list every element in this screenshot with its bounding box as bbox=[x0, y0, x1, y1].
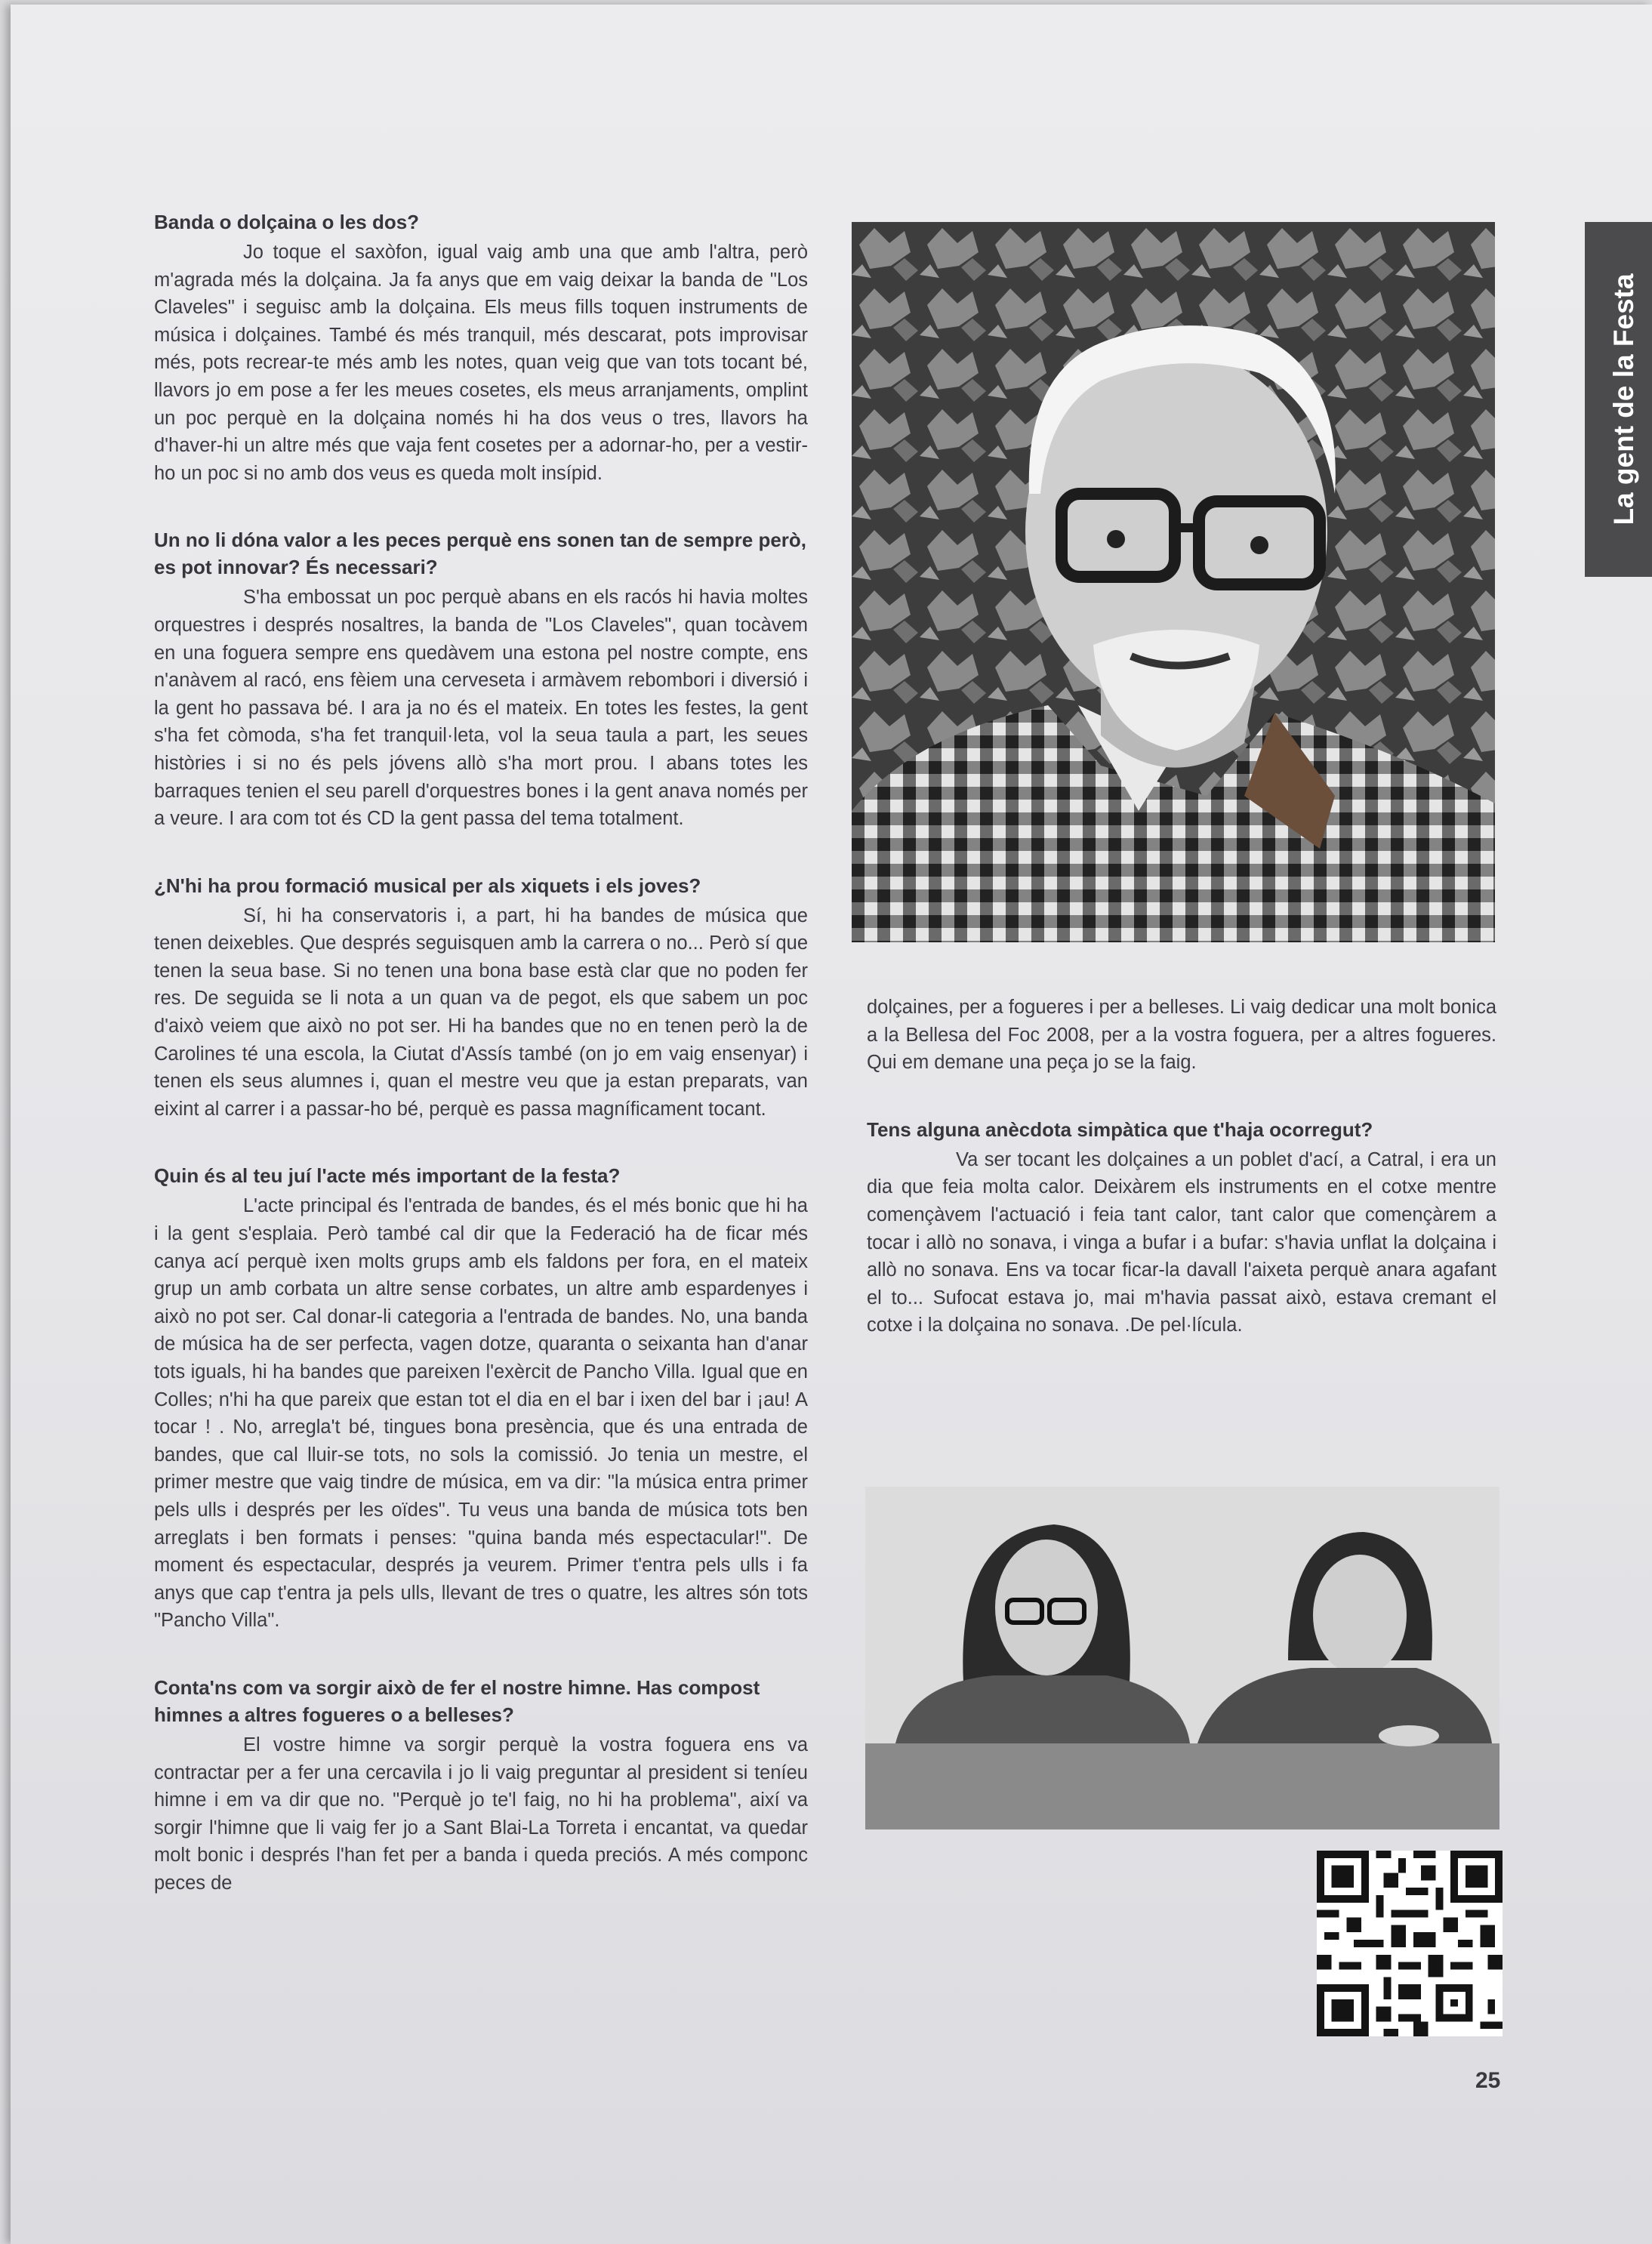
interview-block-1 bbox=[154, 208, 808, 487]
question-heading: Tens alguna anècdota simpàtica que t'haja ocorregut? bbox=[867, 1117, 1373, 1141]
question-heading: Quin és al teu juí l'acte més important de la festa? bbox=[154, 1164, 621, 1188]
qr-code-icon[interactable] bbox=[1317, 1851, 1503, 2036]
question-heading: Un no li dóna valor a les peces perquè ens sonen tan de sempre però, es pot innovar? És necessari? bbox=[154, 529, 807, 579]
answer-paragraph: L'acte principal és l'entrada de bandes, és el més bonic que hi ha i la gent s'esplaia. Però també cal dir que la Federació ha de ficar més canya ací perquè ixen molts grups amb els faldons per fora, en el mateix grup un amb corbata un altre sense corbates, un altre amb espardenyes i això no pot ser. Cal donar-li categoria a l'entrada de bandes. No, una banda de música ha de ser perfecta, vagen dotze, quaranta o seixanta han d'anar tots iguals, hi ha bandes que pareixen l'exèrcit de Pancho Villa. Igual que en Colles; n'hi ha que pareix que estan tot el dia en el bar i ixen del bar i ¡au! A tocar ! . No, arregla't bé, tingues bona presència, que és una entrada de bandes, que cal lluir-se tots, no sols la comissió. Jo tenia un mestre, el primer mestre que vaig tindre de música, em va dir: "la música entra primer pels ulls i després per les oïdes". Tu veus una banda de música tots ben arreglats i ben formats i penses: "quina banda més espectacular!". De moment és espectacular, després ja veurem. Primer t'entra pels ulls i fa anys que cap t'entra ja pels ulls, llevant de tres o quatre, les altres són tots "Pancho Villa". bbox=[154, 1195, 808, 1632]
page-number: 25 bbox=[1475, 2068, 1501, 2093]
interview-block-5 bbox=[154, 1674, 808, 1897]
right-column bbox=[867, 994, 1496, 1339]
man-portrait-photo bbox=[852, 222, 1495, 942]
question-heading: Conta'ns com va sorgir això de fer el nostre himne. Has compost himnes a altres fogueres o a belleses? bbox=[154, 1675, 760, 1726]
section-tab bbox=[1585, 222, 1652, 577]
section-tab-label: La gent de la Festa bbox=[1607, 273, 1639, 526]
left-column bbox=[154, 208, 808, 1937]
answer-paragraph: Sí, hi ha conservatoris i, a part, hi ha bandes de música que tenen deixebles. Que després seguisquen amb la carrera o no... Però sí que tenen la seua base. Si no tenen una bona base està clar que no poden fer res. De seguida se li nota a un quan va de pegot, els que sabem un poc d'això veiem que això no pot ser. Hi ha bandes que no en tenen però la de Carolines té una escola, la Ciutat d'Assís també (on jo em vaig ensenyar) i tenen els seus alumnes i, quan el mestre veu que ja estan preparats, van eixint al carrer i a passar-ho bé, perquè es passa magníficament tocant. bbox=[154, 905, 808, 1120]
two-girls-icon bbox=[865, 1487, 1499, 1829]
answer-paragraph: S'ha embossat un poc perquè abans en els racós hi havia moltes orquestres i després nosaltres, la banda de "Los Claveles", quan tocàvem en una foguera sempre ens quedàvem una estona pel nostre compte, ens n'anàvem al racó, ens fèiem una cerveseta i armàvem rebombori i diversió i la gent ho passava bé. I ara ja no és el mateix. En totes les festes, la gent s'ha fet còmoda, s'ha fet tranquil·leta, vol la seua taula a part, les seues històries i si no és pels jóvens allò s'ha mort prou. I abans totes les barraques tenien el seu parell d'orquestres bones i la gent anava només per a veure. I ara com tot és CD la gent passa del tema totalment. bbox=[154, 587, 808, 830]
interview-block-2 bbox=[154, 526, 808, 832]
question-heading: ¿N'hi ha prou formació musical per als xiquets i els joves? bbox=[154, 874, 701, 897]
man-portrait-icon bbox=[852, 222, 1495, 942]
answer-paragraph: Jo toque el saxòfon, igual vaig amb una que amb l'altra, però m'agrada més la dolçaina. Ja fa anys que em vaig deixar la banda de "Los Claveles" i seguisc amb la dolçaina. Els meus fills toquen instruments de música i dolçaines. També és més tranquil, més descarat, pots improvisar més, pots recrear-te més amb les notes, quan veig que van tots tocant bé, llavors jo em pose a fer les meues cosetes, els meus arranjaments, omplint un poc perquè en la dolçaina només hi ha dos veus o tres, llavors ha d'haver-hi un altre més que vaja fent cosetes per a adornar-ho, per a vestir-ho un poc si no amb dos veus es queda molt insípid. bbox=[154, 242, 808, 484]
interview-block-3 bbox=[154, 872, 808, 1124]
continuation-paragraph: dolçaines, per a fogueres i per a belleses. Li vaig dedicar una molt bonica a la Bellesa del Foc 2008, per a la vostra foguera, per a altres fogueres. Qui em demane una peça jo se la faig. bbox=[867, 997, 1496, 1074]
interview-block-4 bbox=[154, 1162, 808, 1635]
answer-paragraph: Va ser tocant les dolçaines a un poblet d'ací, a Catral, i era un dia que feia molta calor. Deixàrem els instruments en el cotxe mentre començàvem l'actuació i feia tant calor, tant calor que començàrem a tocar i allò no sonava, i vinga a bufar i a bufar: s'havia unflat la dolçaina i allò no sonava. Ens va tocar ficar-la davall l'aixeta perquè anara agafant el to... Sufocat estava jo, mai m'havia passat això, estava cremant el cotxe i la dolçaina no sonava. .De pel·lícula. bbox=[867, 1148, 1496, 1336]
question-heading: Banda o dolçaina o les dos? bbox=[154, 211, 420, 233]
magazine-page bbox=[11, 5, 1652, 2244]
answer-paragraph: El vostre himne va sorgir perquè la vostra foguera ens va contractar per a fer una cercavila i jo li vaig preguntar al president si teníeu himne i em va dir que no. "Perquè jo te'l faig, no hi ha problema", així va sorgir l'himne que li vaig fer jo a Sant Blai-La Torreta i encantat, va quedar molt bonic i després l'han fet per a banda i queda preciós. A més componc peces de bbox=[154, 1734, 808, 1894]
two-girls-photo bbox=[865, 1487, 1499, 1829]
